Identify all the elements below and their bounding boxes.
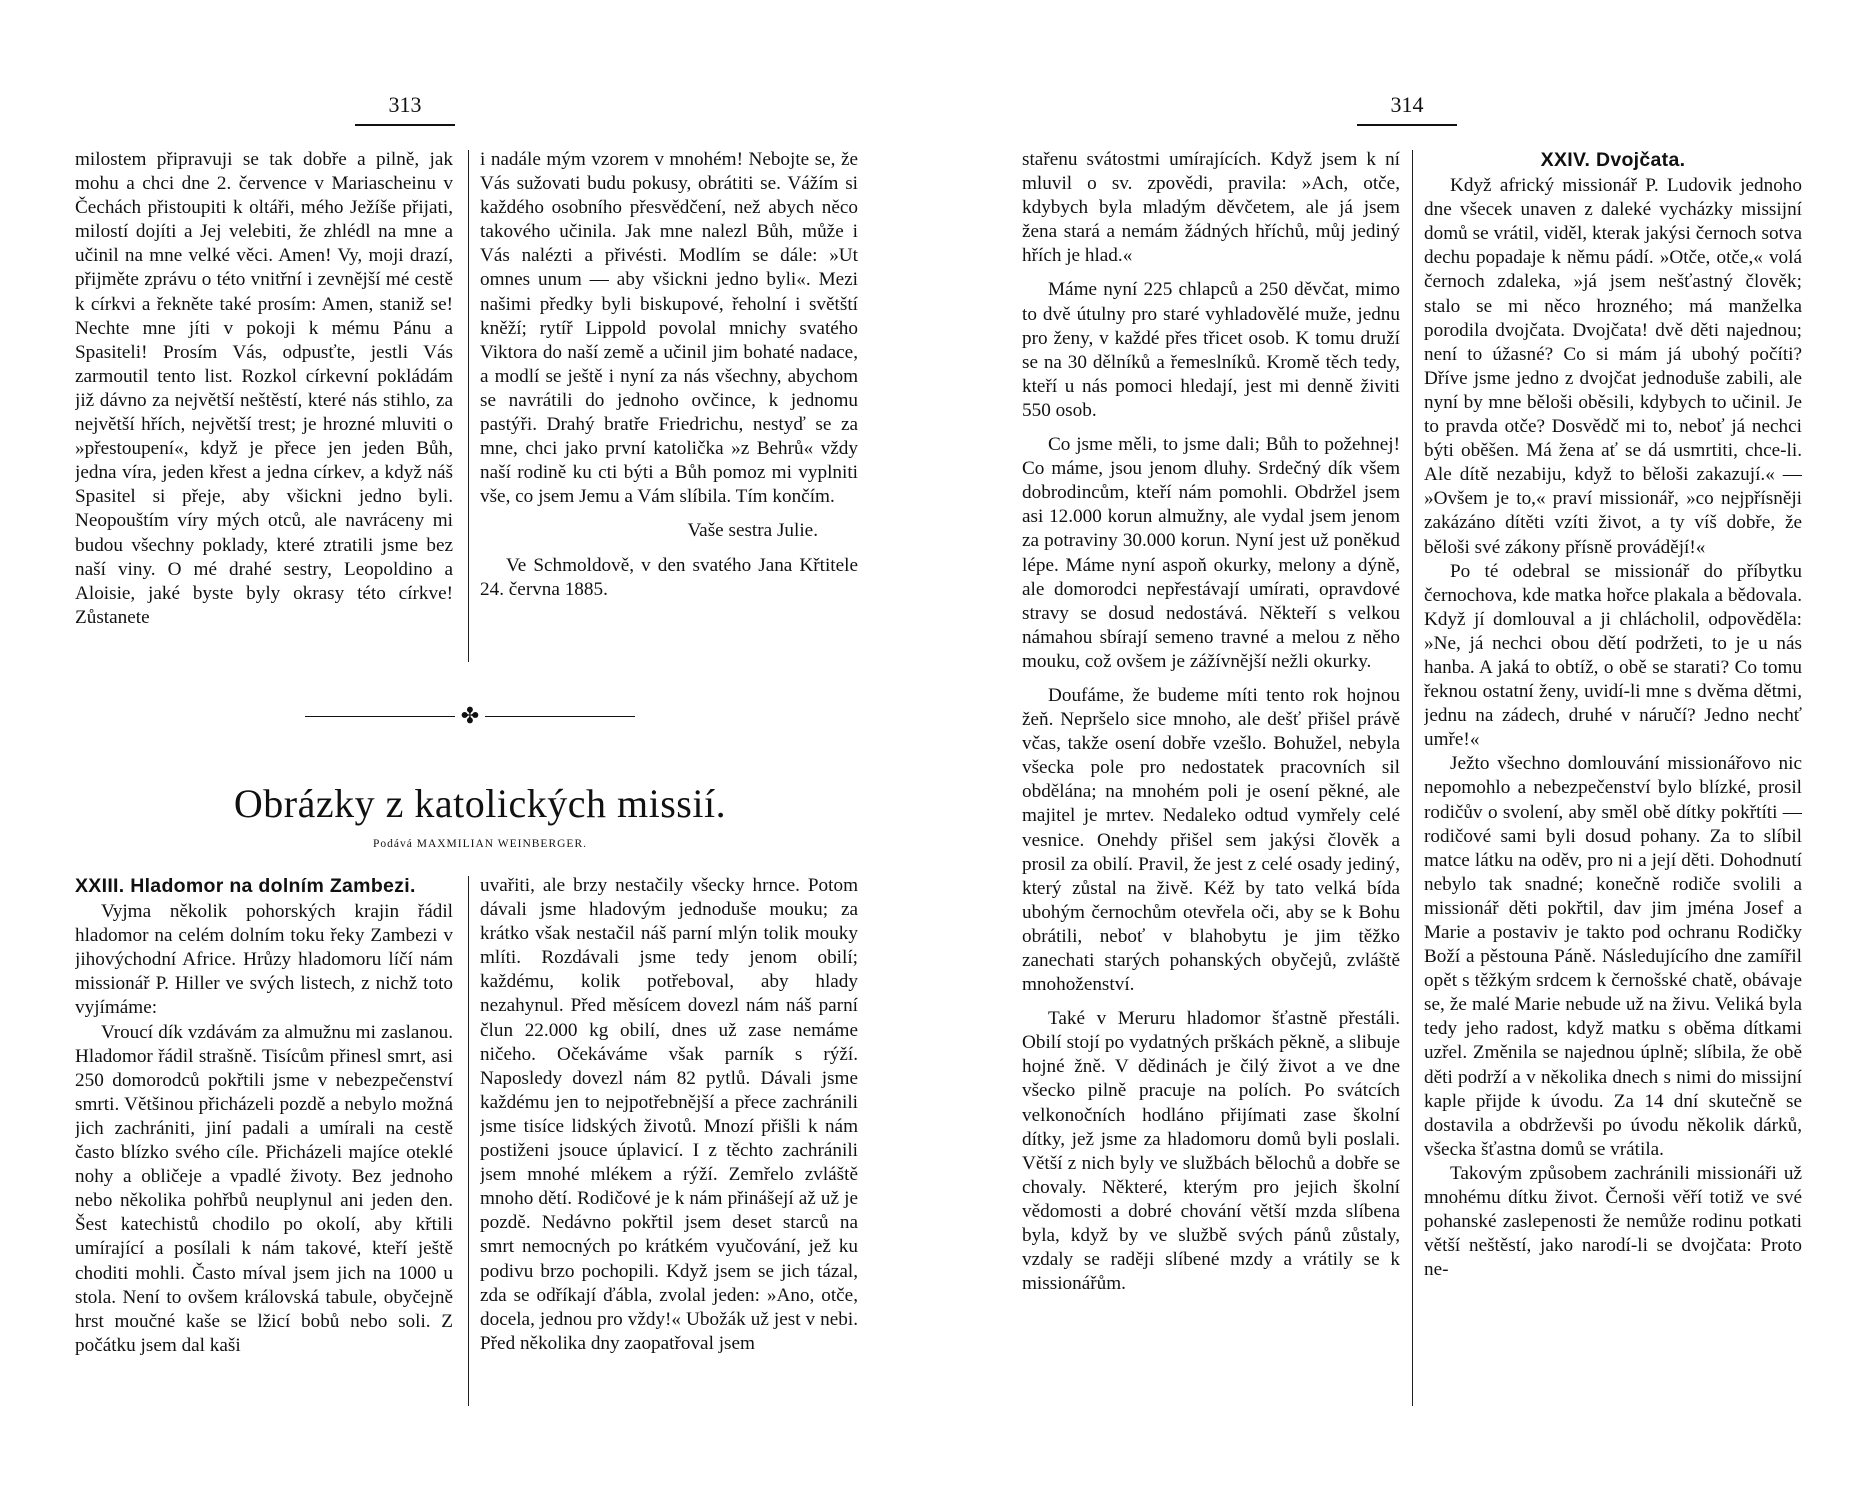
paragraph: i nadále mým vzorem v mnohém! Nebojte se, že Vás sužovati budu pokusy, obrátiti se. Vážím si každého osobního přesvědčení, než abych něco takového učinila. Jak mne nalezl Bůh, může i Vás nalézti a přivésti. Modlím se dále: »Ut omnes unum — aby všickni jedno byli«. Mezi našimi předky byli biskupové, řeholní i světští kněží; rytíř Lippold povolal mnichy svatého Viktora do naší země a učinil jim bohaté nadace, a modlí se ještě i nyní za nás všechny, abychom se navrátili do jednoho ovčince, k jednomu pastýři. Drahý bratře Friedrichu, nestyď se za mne, chci jako první katolička »z Behrů« vždy naší rodině ku cti býti a Bůh pomoz mi vyplniti vše, co jsem Jemu a Vám slíbila. Tím končím. (480, 149, 858, 508)
article-title: Obrázky z katolických missií. (233, 781, 727, 826)
signature: Vaše sestra Julie. (687, 520, 818, 542)
section-heading: XXIV. Dvojčata. (1540, 149, 1686, 171)
column-divider (1412, 150, 1413, 1406)
paragraph: Doufáme, že budeme míti tento rok hojnou žeň. Nepršelo sice mnoho, ale dešť přišel právě včas, takže osení dobře vzešlo. Bohužel, nebyla všecka pole pro nedostatek pracovních sil obdělána; na mnohém poli je osení pěkné, ale majitel je mrtev. Nedaleko odtud vymřely celé vesnice. Onehdy přišel sem jakýsi člověk a prosil za obilí. Pravil, že jest z celé osady jediný, který zůstal na živě. Kéž by tato velká bída ubohým černochům otevřela oči, aby se k Bohu obrátili, neboť v blahobytu je jim těžko zanechati starých pohanských obyčejů, zvláště mnohoženství. (1022, 684, 1400, 996)
paragraph: stařenu svátostmi umírajících. Když jsem k ní mluvil o sv. zpovědi, pravila: »Ach, otče, kdybych byla mladým děvčetem, ale já jsem žena stará a nemám žádných hříchů, můj jediný hřích je hlad.« (1022, 149, 1400, 267)
paragraph: Vroucí dík vzdávám za almužnu mi zaslanou. Hladomor řádil strašně. Tisícům přinesl smrt, asi 250 domorodců pokřtili jsme v nebezpečenství smrti. Většinou přicházeli pozdě a nebylo možná jich zachrániti, jiní padali a umírali na cestě často blízko svého cíle. Přicházeli majíce oteklé nohy a obličeje a vpadlé životy. Bez jednoho nebo několika pohřbů neuplynul ani jeden den. Šest katechistů chodilo po okolí, aby křtili umírající a posílali k nám takové, kteří ještě choditi mohli. Často míval jsem jich na 1000 u stola. Není to ovšem královská tabule, obyčejně hrst moučné kaše se lžicí bobů nebo soli. Z počátku jsem dal kaši (75, 1021, 453, 1356)
paragraph: Co jsme měli, to jsme dali; Bůh to požehnej! Co máme, jsou jenom dluhy. Srdečný dík všem dobrodincům, kteří nám pomohli. Obdržel jsem asi 12.000 korun almužny, ale vydal jsem jenom za potraviny 30.000 korun. Nyní jest už poněkud lépe. Máme nyní aspoň okurky, melony a dýně, ale domorodci nepřestávají umírati, opravdové stravy se dosud nedostává. Někteří s velkou námahou sbírají semeno travné a melou z něho mouku, což ovšem je zážívnější nežli okurky. (1022, 434, 1400, 672)
left-page-number: 313 (355, 92, 455, 126)
article-byline: Podává MAXMILIAN WEINBERGER. (372, 838, 587, 850)
letter-column-2 (480, 148, 858, 668)
right-column-1 (1022, 148, 1400, 1418)
letter-column-1 (75, 148, 453, 708)
dateline: Ve Schmoldově, v den svatého Jana Křtitele 24. června 1885. (480, 554, 858, 600)
paragraph: uvařiti, ale brzy nestačily všecky hrnce. Potom dávali jsme hladovým jednoduše mouku; za krátko však nestačil náš parní mlýn tolik mouky mlíti. Rozdávali jsme tedy jenom obilí; každému, kolik potřeboval, aby hlady nezahynul. Před měsícem dovezl nám náš parní člun 22.000 kg obilí, dnes už zase nemáme ničeho. Očekáváme však parník s rýží. Naposledy dovezl nám 82 pytlů. Dávali jsme každému jen to nejpotřebnější a přece zachránili jsme tisíce lidských životů. Mnozí přišli k nám postiženi jsouce úplavicí. I z těchto zachránili jsem mnohé mlékem a rýží. Zemřelo zvláště mnoho dětí. Rodičové je k nám přinášejí až už je pozdě. Nedávno pokřtil jsem deset starců na smrt nemocných po krátkém vyučování, jež ku podivu brzo pochopili. Když jsem se jich tázal, zda se odříkají ďábla, zvolal jeden: »Ano, otče, docela, jednou pro vždy!« Ubožák už jest v nebi. Před několika dny zaopatřoval jsem (480, 875, 858, 1354)
paragraph: Také v Meruru hladomor šťastně přestáli. Obilí stojí po vydatných prškách pěkně, a slibuje hojné žně. V dědinách je čilý život a ve dne všecko pilně pracuje na polích. Po svátcích velkonočních hodláno přijímati zase školní dítky, jež jsme za hladomoru domů byli poslali. Větší z nich byly ve službách bělochů a dobře se chovaly. Některé, kterým pro jejich školní vědomosti a dobré chování větší mzda slíbena byla, když by ve službě svých pánů zůstaly, vzdaly se raději slíbené mzdy a vrátily se k missionářům. (1022, 1008, 1400, 1295)
ornament-divider (305, 704, 635, 728)
right-column-2 (1424, 148, 1802, 1418)
paragraph: Ježto všechno domlouvání missionářovo nic nepomohlo a nebezpečenství bylo blízké, prosil rodičův o svolení, aby směl obě dítky pokřtíti — rodičové sami byli dosud pohany. Za to slíbil matce látku na oděv, pro ni a její děti. Dohodnutí nebylo tak snadné; konečně rodiče svolili a missionář děti pokřtil, dav jim jména Josef a Marie a postaviv je takto pod ochranu Rodičky Boží a pěstouna Páně. Následujícího dne zamířil opět s těžkým srdcem k černošské chatě, obávaje se, že malé Marie nebude už na živu. Veliká byla tedy jeho radost, když matku s oběma dítkami uzřel. Změnila se najednou úplně; slíbila, že obě děti podrží a v několika dnech s nimi do missijní kaple přijde k úvodu. Za 14 dní skutečně se dostavila a obdrževši po úvodu několik dárků, všecka šťastna domů se vrátila. (1424, 753, 1802, 1160)
section-column-1 (75, 874, 453, 1414)
paragraph: Máme nyní 225 chlapců a 250 děvčat, mimo to dvě útulny pro staré vyhladovělé muže, jednu pro ženy, v každé přes třicet osob. K tomu druží se na 30 dělníků a řemeslníků. Kromě těch tedy, kteří u nás pomoci hledají, jest mi denně živiti 550 osob. (1022, 279, 1400, 421)
column-divider (468, 150, 469, 662)
right-page-number: 314 (1357, 92, 1457, 126)
column-divider (468, 876, 469, 1406)
paragraph: Když africký missionář P. Ludovik jednoho dne všecek unaven z daleké vycházky missijní domů se vrátil, viděl, kterak jakýsi černoch sotva dechu popadaje k němu pádí. »Otče, otče,« volá černoch zdaleka, »já jsem nešťastný člověk; stalo se mi něco hrozného; má manželka porodila dvojčata. Dvojčata! dvě děti najednou; není to úžasné? Co si mám já ubohý počíti? Dříve jsme jedno z dvojčat jednoduše zabili, ale nyní by mne běloši oběsili, kdybych to učinil. Je to pravda otče? Dosvědč mi to, neboť já nechci býti oběšen. Má žena ať se dá usmrtiti, chce-li. Ale dítě nezabiju, když to běloši zakazují.« — »Ovšem je to,« praví missionář, »co nejpřísněji zakázáno dítěti vzíti život, a ty víš dobře, že běloši své zákony přísně provádějí!« (1424, 175, 1802, 558)
paragraph: Vyjma několik pohorských krajin řádil hladomor na celém dolním toku řeky Zambezi v jihovýchodní Africe. Hrůzy hladomoru líčí nám missionář P. Hiller ve svých listech, z nichž toto vyjímáme: (75, 901, 453, 1019)
paragraph: milostem připravuji se tak dobře a pilně, jak mohu a chci dne 2. července v Mariascheinu v Čechách přistoupiti k oltáři, mého Ježíše přijati, milostí dojíti a Jej velebiti, že zhlédl na mne a učinil na mne velké věci. Amen! Vy, moji drazí, přijměte zprávu o této vnitřní i zevnější mé cestě k církvi a řekněte také prosím: Amen, staniž se! Nechte mne jíti v pokoji k mému Pánu a Spasiteli! Prosím Vás, odpusťte, jestli Vás zarmoutil tento list. Rozkol církevní pokládám již dávno za největší neštěstí, které nás stihlo, za největší hřích, největší trest; je hrozné mluviti o »přestoupení«, když je přece jen jeden Bůh, jedna víra, jeden křest a jedna církev, a když náš Spasitel si přeje, aby všickni jedno byli. Neopouštím víry mých otců, ale navráceny mi budou všechny poklady, které ztratili jsme bez naší viny. O mé drahé sestry, Leopoldino a Aloisie, jaké byste byly okrasy této církve! Zůstanete (75, 149, 453, 628)
paragraph: Po té odebral se missionář do příbytku černochova, kde matka hořce plakala a bědovala. Když jí domlouval a ji chlácholil, odpověděla: »Ne, já nechci obou dětí podržeti, to je u nás hanba. A jaká to obtíž, o obě se starati? Co tomu řeknou ostatní ženy, uvidí-li mne s dvěma dětmi, jednu na zádech, druhé v náručí? Jedno nechť umře!« (1424, 560, 1802, 751)
paragraph: Takovým způsobem zachránili missionáři už mnohému dítku život. Černoši věří totiž ve své pohanské zaslepenosti že nemůže rodinu potkati větší neštěstí, jako narodí-li se dvojčata: Proto ne- (1424, 1162, 1802, 1281)
section-column-2 (480, 874, 858, 1414)
section-heading: XXIII. Hladomor na dolním Zambezi. (75, 875, 416, 897)
flower-ornament-icon: ✤ (460, 703, 480, 729)
